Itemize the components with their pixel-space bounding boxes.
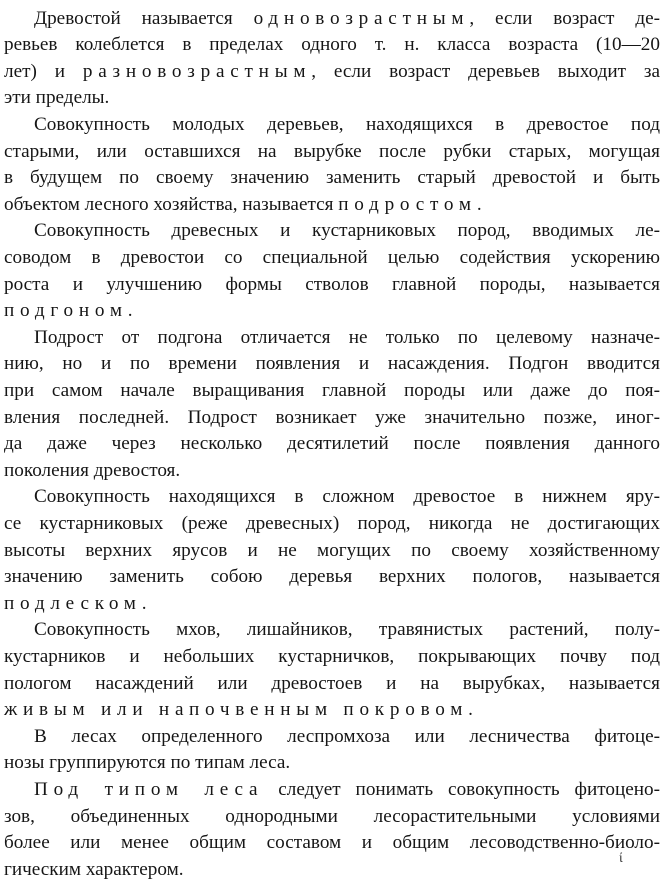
text-line <box>0 58 664 86</box>
spaced-term: подлеском <box>4 592 142 614</box>
text-line-content <box>4 749 290 777</box>
text-line-content <box>4 31 660 59</box>
text-line-content <box>4 191 482 219</box>
text-run: эти пределы. <box>4 87 110 109</box>
text-line <box>0 31 664 59</box>
text-run: соводом в древостои со специальной целью содействия ускорению <box>4 246 660 268</box>
text-line <box>0 696 664 724</box>
spaced-term: подгоном <box>4 300 128 322</box>
text-line <box>0 537 664 565</box>
text-line <box>0 324 664 352</box>
text-line <box>0 616 664 644</box>
text-line-content <box>34 111 660 139</box>
text-line <box>0 111 664 139</box>
text-line-content <box>4 164 660 192</box>
text-line <box>0 590 664 618</box>
text-run: . <box>468 699 473 721</box>
spaced-term: живым или напочвенным покровом <box>4 699 469 721</box>
text-run: Подрост от подгона отличается не только по целевому назначе- <box>34 326 660 348</box>
text-run: Совокупность молодых деревьев, находящихся в древостое под <box>34 113 660 135</box>
text-line-content <box>4 643 660 671</box>
text-line-content <box>4 84 109 112</box>
text-run: значению заменить собою деревья верхних пологов, называется <box>4 566 660 588</box>
text-run: В лесах определенного леспромхоза или лесничества фитоце- <box>34 725 660 747</box>
text-line <box>0 297 664 325</box>
text-line-content <box>4 803 660 831</box>
text-run: следует понимать совокупность фитоцено- <box>263 778 660 800</box>
text-line <box>0 483 664 511</box>
text-line <box>0 749 664 777</box>
text-line-content <box>4 430 660 458</box>
text-line-content <box>4 856 184 884</box>
text-run: роста и улучшению формы стволов главной породы, называется <box>4 273 660 295</box>
text-run: более или менее общим составом и общим лесоводственно-биоло- <box>4 832 660 854</box>
text-run: в будущем по своему значению заменить старый древостой и быть <box>4 167 660 189</box>
text-run: гическим характером. <box>4 858 184 880</box>
text-line-content <box>4 696 473 724</box>
text-line-content <box>4 829 660 857</box>
text-run: нозы группируются по типам леса. <box>4 752 291 774</box>
text-line-content <box>4 350 660 378</box>
text-line <box>0 670 664 698</box>
text-run: Древостой называется <box>34 7 254 29</box>
text-line <box>0 723 664 751</box>
corner-mark: ί <box>619 851 623 866</box>
spaced-term: одновозрастным <box>253 7 470 29</box>
text-line <box>0 5 664 33</box>
text-run: старыми, или оставшихся на вырубке после рубки старых, могущая <box>4 140 660 162</box>
text-run: , если возраст де- <box>469 7 660 29</box>
text-line <box>0 643 664 671</box>
text-line <box>0 377 664 405</box>
text-run: зов, объединенных однородными лесорастительными условиями <box>4 805 660 827</box>
text-line-content <box>4 404 660 432</box>
text-line <box>0 856 664 884</box>
text-run: объектом лесного хозяйства, называется <box>4 193 339 215</box>
spaced-term: разновозрастным <box>82 60 312 82</box>
text-line-content <box>4 537 660 565</box>
spaced-term: Под типом леса <box>34 778 264 800</box>
text-line <box>0 164 664 192</box>
text-run: лет) и <box>4 60 83 82</box>
text-line <box>0 829 664 857</box>
text-line-content <box>34 5 660 33</box>
text-line-content <box>4 271 660 299</box>
text-line-content <box>34 217 660 245</box>
text-line <box>0 217 664 245</box>
text-line-content <box>4 244 660 272</box>
text-line <box>0 244 664 272</box>
text-run: . <box>141 592 147 614</box>
text-line-content <box>34 723 660 751</box>
text-line-content <box>4 563 660 591</box>
text-line-content <box>4 457 180 485</box>
text-line-content <box>4 670 660 698</box>
text-run: . <box>127 300 133 322</box>
text-line-content <box>34 776 660 804</box>
text-line-content <box>4 138 660 166</box>
text-line <box>0 510 664 538</box>
text-run: кустарников и небольших кустарничков, покрывающих почву под <box>4 645 660 667</box>
text-run: поколения древостоя. <box>4 459 181 481</box>
text-line <box>0 350 664 378</box>
text-line-content <box>4 377 660 405</box>
text-line <box>0 563 664 591</box>
text-line <box>0 271 664 299</box>
text-run: Совокупность древесных и кустарниковых пород, вводимых ле- <box>34 220 660 242</box>
text-run: Совокупность мхов, лишайников, травянистых растений, полу- <box>34 619 660 641</box>
text-line-content <box>4 58 660 86</box>
text-run: вления последней. Подрост возникает уже значительно позже, иног- <box>4 406 660 428</box>
text-line-content <box>4 297 133 325</box>
spaced-term: подростом <box>338 193 477 215</box>
text-line <box>0 803 664 831</box>
text-line <box>0 84 664 112</box>
text-line <box>0 457 664 485</box>
text-line <box>0 776 664 804</box>
text-run: . <box>476 193 482 215</box>
text-run: се кустарниковых (реже древесных) пород, никогда не достигающих <box>4 512 660 534</box>
text-line-content <box>34 616 660 644</box>
text-line <box>0 191 664 219</box>
text-line-content <box>34 324 660 352</box>
text-line <box>0 404 664 432</box>
text-line <box>0 138 664 166</box>
text-run: нию, но и по времени появления и насаждения. Подгон вводится <box>4 353 660 375</box>
text-line-content <box>4 510 660 538</box>
text-run: да даже через несколько десятилетий после появления данного <box>4 433 660 455</box>
text-run: , если возраст деревьев выходит за <box>311 60 660 82</box>
text-line <box>0 430 664 458</box>
text-run: высоты верхних ярусов и не могущих по своему хозяйственному <box>4 539 660 561</box>
text-run: ревьев колеблется в пределах одного т. н. класса возраста (10—20 <box>4 34 660 56</box>
text-line-content <box>34 483 660 511</box>
text-line-content <box>4 590 147 618</box>
text-run: Совокупность находящихся в сложном древостое в нижнем яру- <box>34 486 660 508</box>
text-run: пологом насаждений или древостоев и на вырубках, называется <box>4 672 660 694</box>
text-run: при самом начале выращивания главной породы или даже до поя- <box>4 379 660 401</box>
